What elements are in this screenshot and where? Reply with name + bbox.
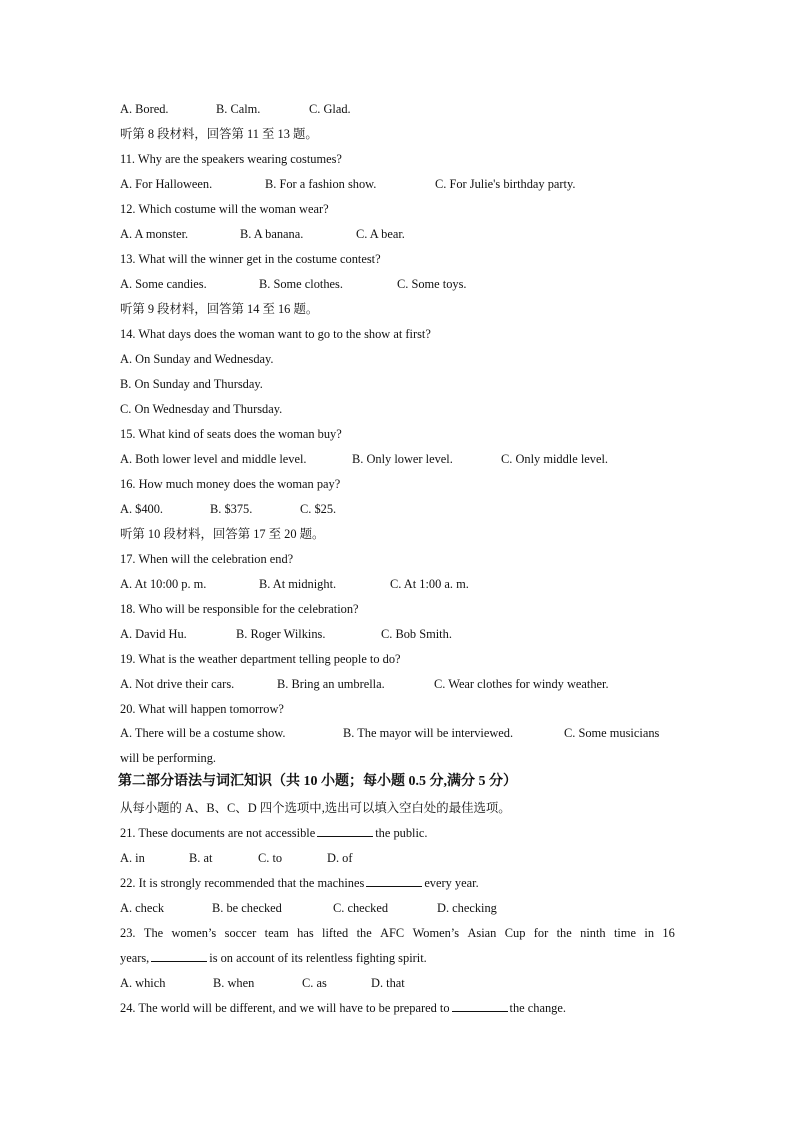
option-a: A. David Hu. [120,627,187,641]
option-b: B. at [189,851,213,865]
option-b: B. Roger Wilkins. [236,627,326,641]
answer-blank [317,825,373,837]
word: 16 [662,926,675,940]
section-9-instruction: 听第 9 段材料，回答第 14 至 16 题。 [120,302,319,316]
option-b: B. be checked [212,901,282,915]
question-text: 22. It is strongly recommended that the machines [120,876,365,890]
word: for [533,926,549,940]
question-24 [120,1000,566,1016]
question-20: 20. What will happen tomorrow? [120,702,284,716]
option-a: A. check [120,901,165,915]
option-c: C. Only middle level. [501,452,609,466]
question-text-end: the change. [509,1001,566,1015]
answer-blank [151,950,207,962]
answer-blank [366,875,422,887]
option-b: B. Calm. [216,102,261,116]
option-c: C. $25. [300,502,337,516]
section-8-instruction: 听第 8 段材料，回答第 11 至 13 题。 [120,127,318,141]
option-c: C. as [302,976,327,990]
word: the [556,926,572,940]
question-text-end: is on account of its relentless fighting spirit. [209,951,427,965]
question-18: 18. Who will be responsible for the celebration? [120,602,359,616]
question-11: 11. Why are the speakers wearing costumes? [120,152,342,166]
word: time [613,926,637,940]
option-b: B. $375. [210,502,253,516]
option-b: B. For a fashion show. [265,177,377,191]
word: has [297,926,314,940]
option-a: A. $400. [120,502,164,516]
word: Asian [467,926,497,940]
option-a: A. At 10:00 p. m. [120,577,207,591]
option-c: C. For Julie's birthday party. [435,177,576,191]
option-d: D. checking [437,901,497,915]
question-text-end: the public. [375,826,428,840]
option-a: A. Some candies. [120,277,207,291]
option-c: C. At 1:00 a. m. [390,577,469,591]
word: 23. [120,926,136,940]
option-b: B. The mayor will be interviewed. [343,726,514,740]
option-c: C. Some toys. [397,277,467,291]
option-a: A. in [120,851,145,865]
option-d: D. of [327,851,353,865]
option-c: C. checked [333,901,389,915]
question-16: 16. How much money does the woman pay? [120,477,341,491]
question-text: 24. The world will be different, and we will have to be prepared to [120,1001,450,1015]
option-b: B. Only lower level. [352,452,453,466]
question-21 [120,825,428,841]
option-a: A. A monster. [120,227,189,241]
option-c: C. Bob Smith. [381,627,452,641]
question-22 [120,875,479,891]
option-b: B. Bring an umbrella. [277,677,385,691]
option-a: A. For Halloween. [120,177,213,191]
section-10-instruction: 听第 10 段材料，回答第 17 至 20 题。 [120,527,325,541]
part-2-instruction: 从每小题的 A、B、C、D 四个选项中,选出可以填入空白处的最佳选项。 [120,801,511,815]
word: soccer [224,926,257,940]
q20-option-c-continued: will be performing. [120,751,217,765]
option-b: B. At midnight. [259,577,337,591]
word: in [644,926,655,940]
question-13: 13. What will the winner get in the costume contest? [120,252,381,266]
option-d: D. that [371,976,405,990]
question-19: 19. What is the weather department telling people to do? [120,652,401,666]
option-c: C. to [258,851,283,865]
word: The [143,926,164,940]
word: Cup [504,926,526,940]
word: women’s [171,926,217,940]
question-15: 15. What kind of seats does the woman buy? [120,427,342,441]
question-14: 14. What days does the woman want to go to the show at first? [120,327,431,341]
option-a: A. Both lower level and middle level. [120,452,307,466]
option-b: B. when [213,976,255,990]
option-a: A. which [120,976,166,990]
answer-blank [452,1000,508,1012]
option-a: A. There will be a costume show. [120,726,286,740]
option-c: C. Glad. [309,102,351,116]
word: ninth [580,926,606,940]
question-text-end: every year. [424,876,479,890]
question-12: 12. Which costume will the woman wear? [120,202,329,216]
question-23-line-1 [120,925,675,941]
word: lifted [322,926,349,940]
word: the [356,926,372,940]
question-23-line-2 [120,950,427,966]
word: AFC [380,926,405,940]
question-text: 21. These documents are not accessible [120,826,316,840]
part-2-heading: 第二部分语法与词汇知识（共 10 小题；每小题 0.5 分,满分 5 分） [118,774,517,789]
option-c: C. A bear. [356,227,405,241]
q14-option-a: A. On Sunday and Wednesday. [120,352,274,366]
option-b: B. A banana. [240,227,304,241]
word: Women’s [412,926,460,940]
option-b: B. Some clothes. [259,277,343,291]
option-c: C. Some musicians [564,726,660,740]
question-17: 17. When will the celebration end? [120,552,294,566]
question-text: years, [120,951,150,965]
q14-option-c: C. On Wednesday and Thursday. [120,402,283,416]
word: team [264,926,289,940]
option-a: A. Bored. [120,102,169,116]
option-c: C. Wear clothes for windy weather. [434,677,609,691]
q14-option-b: B. On Sunday and Thursday. [120,377,263,391]
option-a: A. Not drive their cars. [120,677,235,691]
